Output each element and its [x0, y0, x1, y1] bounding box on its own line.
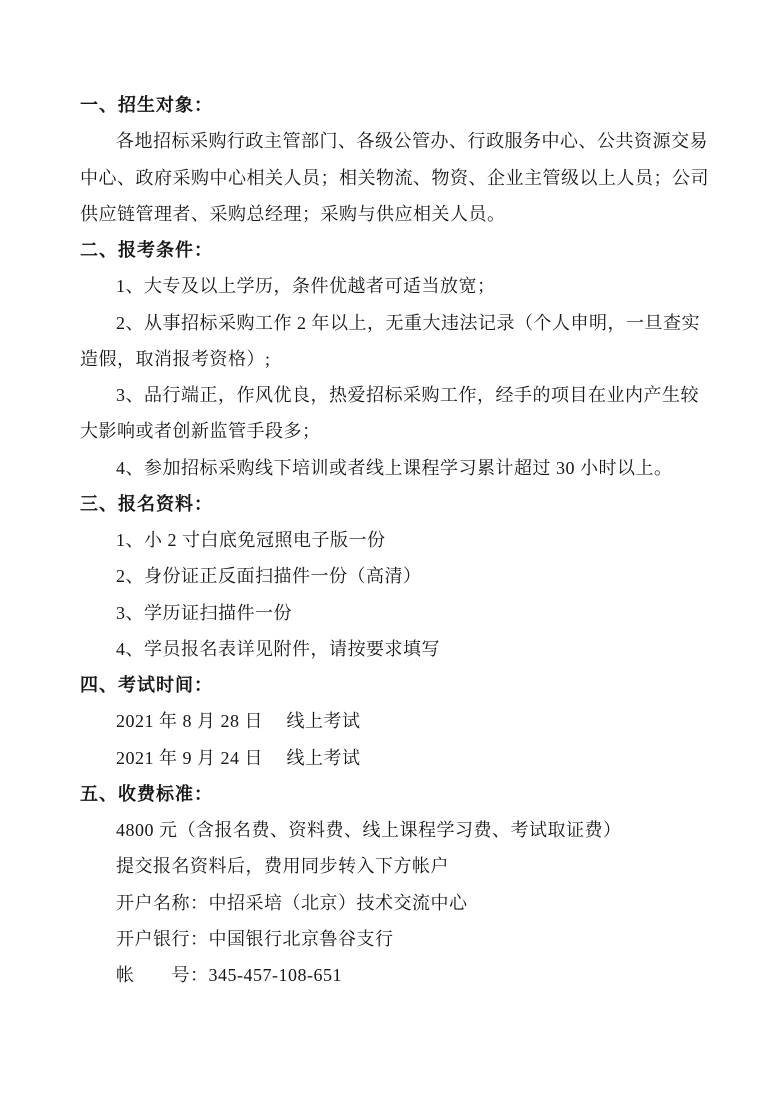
section-heading: 二、报考条件： [80, 240, 213, 260]
paragraph-line: 中心、政府采购中心相关人员；相关物流、物资、企业主管级以上人员；公司 [80, 167, 709, 188]
paragraph-line: 1、小 2 寸白底免冠照电子版一份 [116, 530, 386, 550]
paragraph-line: 3、学历证扫描件一份 [116, 602, 292, 623]
paragraph-line: 提交报名资料后，费用同步转入下方帐户 [116, 856, 449, 877]
paragraph-line: 供应链管理者、采购总经理；采购与供应相关人员。 [80, 203, 506, 224]
paragraph-line: 2、身份证正反面扫描件一份（高清） [116, 566, 422, 587]
paragraph-line: 3、品行端正，作风优良，热爱招标采购工作，经手的项目在业内产生较 [116, 385, 699, 405]
section-heading: 一、招生对象： [80, 95, 213, 115]
paragraph-line: 4800 元（含报名费、资料费、线上课程学习费、考试取证费） [116, 820, 622, 840]
paragraph-line: 2、从事招标采购工作 2 年以上，无重大违法记录（个人申明，一旦查实 [116, 312, 700, 333]
paragraph-line: 开户银行：中国银行北京鲁谷支行 [116, 928, 394, 949]
paragraph-line: 1、大专及以上学历，条件优越者可适当放宽； [116, 276, 496, 297]
paragraph-line: 造假，取消报考资格）; [80, 348, 271, 369]
paragraph-line: 4、参加招标采购线下培训或者线上课程学习累计超过 30 小时以上。 [116, 457, 673, 478]
paragraph-line: 帐 号：345-457-108-651 [116, 965, 342, 985]
paragraph-line: 2021 年 9 月 24 日 线上考试 [116, 747, 361, 768]
section-heading: 五、收费标准： [80, 783, 213, 804]
paragraph-line: 各地招标采购行政主管部门、各级公管办、行政服务中心、公共资源交易 [116, 131, 708, 152]
paragraph-line: 4、学员报名表详见附件，请按要求填写 [116, 638, 440, 659]
section-heading: 三、报名资料： [80, 493, 213, 514]
document-content [80, 87, 708, 993]
paragraph-line: 2021 年 8 月 28 日 线上考试 [116, 711, 361, 732]
paragraph-line: 开户名称：中招采培（北京）技术交流中心 [116, 892, 468, 913]
section-heading: 四、考试时间： [80, 675, 213, 695]
paragraph-line: 大影响或者创新监管手段多； [80, 421, 321, 442]
